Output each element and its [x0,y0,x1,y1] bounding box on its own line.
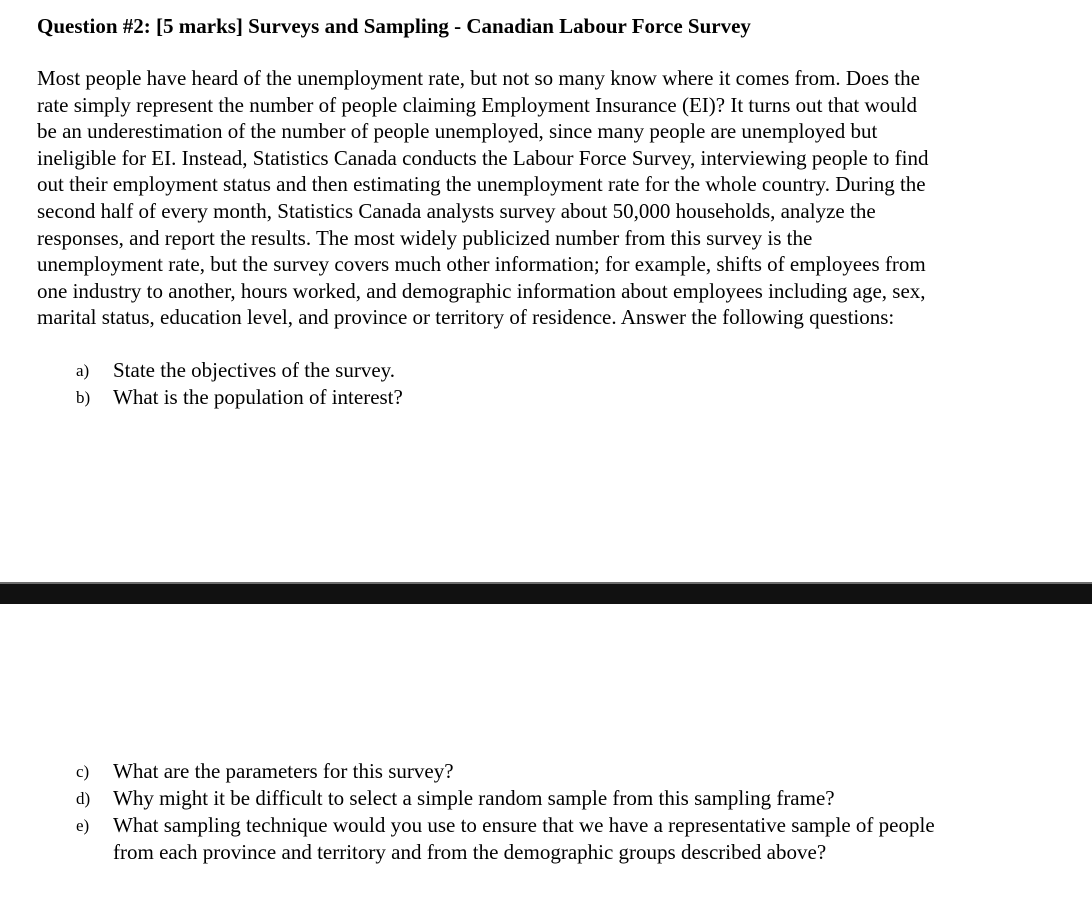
intro-line: second half of every month, Statistics Canada analysts survey about 50,000 households, analyze the [37,198,876,223]
question-part-marker: d) [76,789,91,808]
page-break-divider [0,582,1092,604]
question-part-marker: b) [76,388,91,407]
question-part-line: What is the population of interest? [113,385,403,409]
document-page-2 [0,604,1092,912]
intro-paragraph [37,65,1037,331]
question-part-b [0,384,403,411]
question-part-line: What are the parameters for this survey? [113,759,454,783]
intro-line: responses, and report the results. The most widely publicized number from this survey is the [37,225,813,250]
question-part-line: What sampling technique would you use to ensure that we have a representative sample of people [113,813,935,837]
question-part-text [113,812,935,866]
intro-line: marital status, education level, and province or territory of residence. Answer the following questions: [37,305,895,330]
question-part-line: from each province and territory and from the demographic groups described above? [113,840,827,864]
question-title: Question #2: [5 marks] Surveys and Sampling - Canadian Labour Force Survey [37,14,751,38]
question-part-marker: e) [76,816,90,835]
question-part-text [113,357,403,384]
question-part-d [0,785,935,812]
intro-line: be an underestimation of the number of people unemployed, since many people are unemployed but [37,119,878,144]
intro-line: unemployment rate, but the survey covers much other information; for example, shifts of employees from [37,252,926,277]
question-part-marker: a) [76,361,90,380]
intro-line: out their employment status and then estimating the unemployment rate for the whole country. During the [37,172,926,197]
question-part-text [113,785,935,812]
question-part-line: State the objectives of the survey. [113,358,396,382]
intro-line: Most people have heard of the unemployment rate, but not so many know where it comes from. Does the [37,66,920,90]
intro-line: rate simply represent the number of people claiming Employment Insurance (EI)? It turns out that would [37,92,917,117]
question-part-marker: c) [76,762,90,781]
question-part-e [0,812,935,866]
question-part-text [113,758,935,785]
intro-line: one industry to another, hours worked, and demographic information about employees including age, sex, [37,278,926,303]
question-part-a [0,357,403,384]
question-part-line: Why might it be difficult to select a simple random sample from this sampling frame? [113,786,835,810]
question-parts-list-page-2 [0,758,935,866]
intro-line: ineligible for EI. Instead, Statistics Canada conducts the Labour Force Survey, interviewing people to find [37,145,929,170]
question-part-text [113,384,403,411]
question-part-c [0,758,935,785]
question-parts-list-page-1 [0,357,403,411]
